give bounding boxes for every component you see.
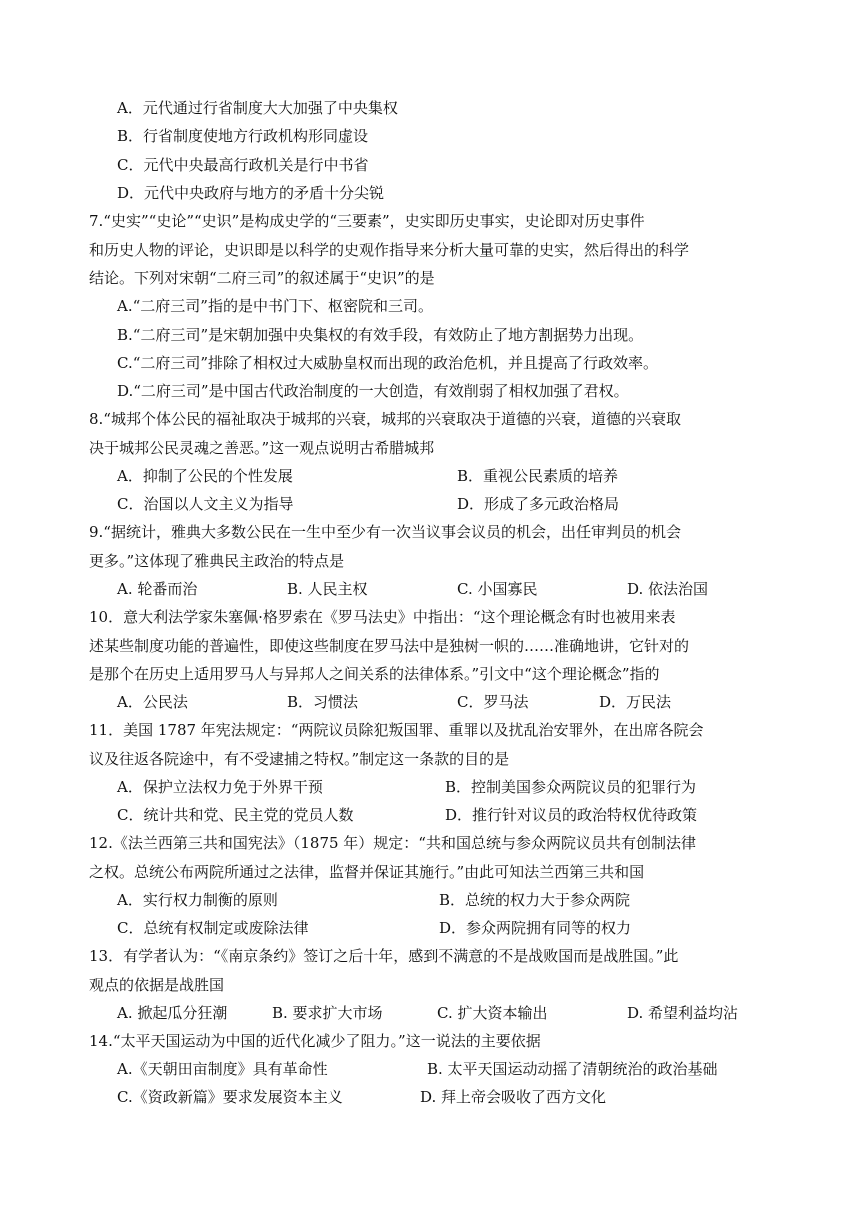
q9-stem-line-2: 更多。”这体现了雅典民主政治的特点是	[89, 552, 345, 570]
q9-option-b: B. 人民主权	[287, 580, 368, 598]
q10-option-d: D．万民法	[599, 693, 672, 711]
q8-stem-line-1: 8.“城邦个体公民的福祉取决于城邦的兴衰，城邦的兴衰取决于道德的兴衰，道德的兴衰取	[89, 410, 681, 428]
q13-option-a: A. 掀起瓜分狂潮	[117, 1004, 228, 1022]
q10-option-a: A．公民法	[117, 693, 188, 711]
q7-stem-line-2: 和历史人物的评论，史识即是以科学的史观作指导来分析大量可靠的史实，然后得出的科学	[89, 241, 690, 259]
q14-stem-line-1: 14.“太平天国运动为中国的近代化减少了阻力。”这一说法的主要依据	[89, 1032, 541, 1050]
q8-option-b: B．重视公民素质的培养	[457, 467, 619, 485]
q7-option-d: D.“二府三司”是中国古代政治制度的一大创造，有效削弱了相权加强了君权。	[117, 382, 629, 400]
q11-stem-line-2: 议及往返各院途中，有不受逮捕之特权。”制定这一条款的目的是	[89, 750, 510, 768]
q9-stem-line-1: 9.“据统计，雅典大多数公民在一生中至少有一次当议事会议员的机会，出任审判员的机会	[89, 523, 681, 541]
q10-stem-line-2: 述某些制度功能的普遍性，即使这些制度在罗马法中是独树一帜的……准确地讲，它针对的	[89, 637, 690, 655]
q14-option-b: B. 太平天国运动动摇了清朝统治的政治基础	[427, 1060, 718, 1078]
q14-option-d: D. 拜上帝会吸收了西方文化	[420, 1088, 607, 1106]
q8-stem-line-2: 决于城邦公民灵魂之善恶。”这一观点说明古希腊城邦	[89, 439, 435, 457]
q12-option-a: A．实行权力制衡的原则	[117, 891, 278, 909]
q9-option-d: D. 依法治国	[627, 580, 709, 598]
q13-option-b: B. 要求扩大市场	[272, 1004, 383, 1022]
q6-option-b: B．行省制度使地方行政机构形同虚设	[117, 127, 369, 145]
q7-option-a: A.“二府三司”指的是中书门下、枢密院和三司。	[117, 297, 433, 315]
q9-option-c: C. 小国寡民	[457, 580, 538, 598]
q11-option-b: B．控制美国参众两院议员的犯罪行为	[445, 778, 697, 796]
q11-stem-line-1: 11．美国 1787 年宪法规定：“两院议员除犯叛国罪、重罪以及扰乱治安罪外，在出席各院会	[89, 721, 704, 739]
q8-option-a: A．抑制了公民的个性发展	[117, 467, 293, 485]
q12-option-d: D．参众两院拥有同等的权力	[439, 919, 632, 937]
q6-option-c: C．元代中央最高行政机关是行中书省	[117, 156, 369, 174]
q14-option-a: A.《天朝田亩制度》具有革命性	[117, 1060, 328, 1078]
q7-stem-line-1: 7.“史实”“史论”“史识”是构成史学的“三要素”，史实即历史事实，史论即对历史事件	[89, 212, 645, 230]
q7-stem-line-3: 结论。下列对宋朝“二府三司”的叙述属于“史识”的是	[89, 269, 435, 287]
q10-option-c: C．罗马法	[457, 693, 529, 711]
q13-option-d: D. 希望利益均沾	[627, 1004, 739, 1022]
q9-option-a: A. 轮番而治	[117, 580, 198, 598]
q12-option-c: C．总统有权制定或废除法律	[117, 919, 309, 937]
q8-option-d: D．形成了多元政治格局	[457, 495, 620, 513]
q6-option-d: D．元代中央政府与地方的矛盾十分尖锐	[117, 184, 385, 202]
q12-option-b: B．总统的权力大于参众两院	[439, 891, 631, 909]
q11-option-d: D．推行针对议员的政治特权优待政策	[445, 806, 698, 824]
q13-option-c: C. 扩大资本输出	[437, 1004, 548, 1022]
q10-option-b: B．习惯法	[287, 693, 359, 711]
q14-option-c: C.《资政新篇》要求发展资本主义	[117, 1088, 343, 1106]
q8-option-c: C．治国以人文主义为指导	[117, 495, 294, 513]
q11-option-a: A．保护立法权力免于外界干预	[117, 778, 323, 796]
q7-option-c: C.“二府三司”排除了相权过大威胁皇权而出现的政治危机，并且提高了行政效率。	[117, 354, 659, 372]
q13-stem-line-2: 观点的依据是战胜国	[89, 976, 225, 994]
q12-stem-line-2: 之权。总统公布两院所通过之法律，监督并保证其施行。”由此可知法兰西第三共和国	[89, 863, 645, 881]
q10-stem-line-1: 10．意大利法学家朱塞佩·格罗索在《罗马法史》中指出：“这个理论概念有时也被用来表	[89, 608, 676, 626]
q10-stem-line-3: 是那个在历史上适用罗马人与异邦人之间关系的法律体系。”引文中“这个理论概念”指的	[89, 665, 660, 683]
q12-stem-line-1: 12.《法兰西第三共和国宪法》（1875 年）规定：“共和国总统与参众两院议员共有创制法律	[89, 834, 696, 852]
q11-option-c: C．统计共和党、民主党的党员人数	[117, 806, 354, 824]
q13-stem-line-1: 13．有学者认为：“《南京条约》签订之后十年，感到不满意的不是战败国而是战胜国。”此	[89, 947, 679, 965]
q7-option-b: B.“二府三司”是宋朝加强中央集权的有效手段，有效防止了地方割据势力出现。	[117, 326, 644, 344]
q6-option-a: A．元代通过行省制度大大加强了中央集权	[117, 99, 398, 117]
